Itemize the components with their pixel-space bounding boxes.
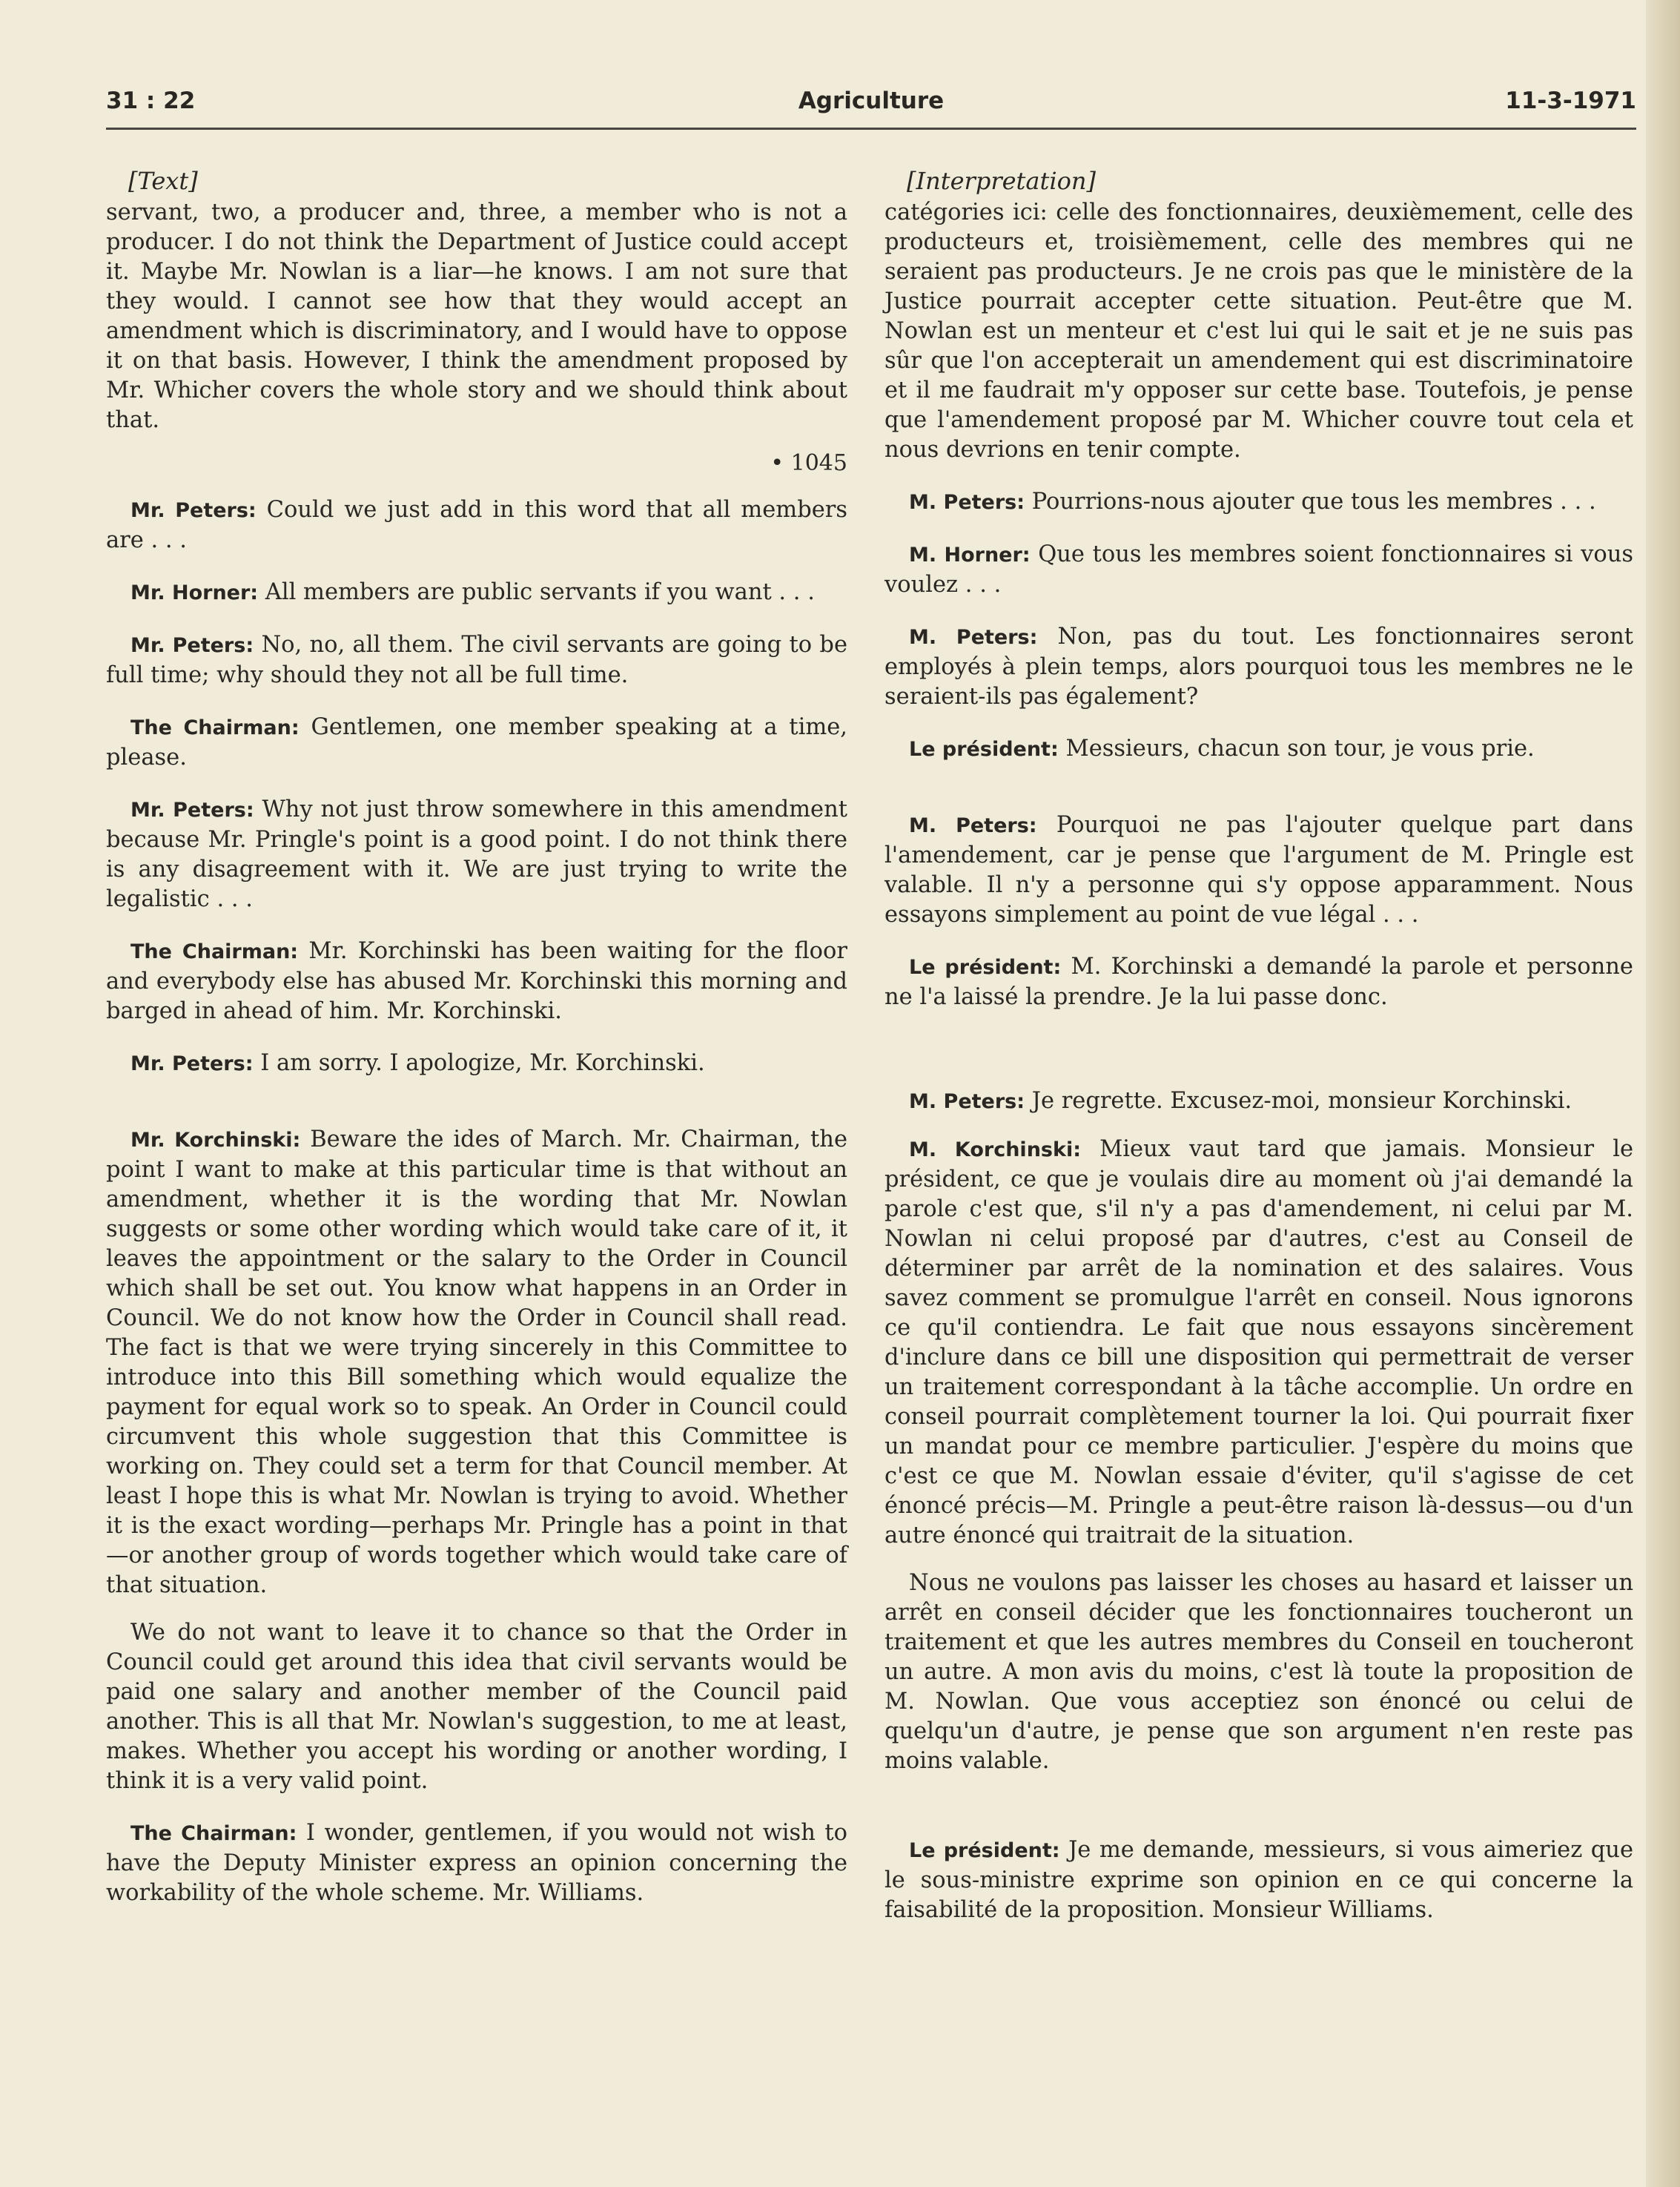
speech <box>106 937 847 1026</box>
speaker-name: M. Peters: <box>909 814 1037 837</box>
speech <box>884 1086 1633 1117</box>
time-marker: • 1045 <box>770 450 847 476</box>
speech-text: Messieurs, chacun son tour, je vous prie. <box>1058 736 1535 762</box>
speaker-name: Le président: <box>909 1839 1060 1862</box>
speech-text: Pourquoi ne pas l'ajouter quelque part dans l'amendement, car je pense que l'argument de M. Pringle est valable. Il n'y a personne qui s'y oppose apparamment. Nous essayons simplement au point de vue légal . . . <box>884 812 1634 928</box>
speaker-name: Mr. Peters: <box>130 499 257 522</box>
speaker-name: Mr. Horner: <box>130 581 259 604</box>
speech-text: Je regrette. Excusez-moi, monsieur Korchinski. <box>1025 1088 1572 1114</box>
speech <box>106 713 847 773</box>
publication-title: Agriculture <box>798 88 945 114</box>
speech <box>884 811 1633 930</box>
speaker-name: The Chairman: <box>130 1822 297 1845</box>
speech-text: Non, pas du tout. Les fonctionnaires seront employés à plein temps, alors pourquoi tous les membres ne le seraient-ils pas également? <box>884 624 1633 710</box>
speech <box>106 1818 847 1908</box>
speech <box>884 487 1633 518</box>
speaker-name: M. Korchinski: <box>909 1138 1081 1161</box>
paragraph: servant, two, a producer and, three, a member who is not a producer. I do not think the Department of Justice could accept it. Maybe Mr. Nowlan is a liar—he knows. I am not sure that they would. I cannot see how that they would accept an amendment which is discriminatory, and I would have to oppose it on that basis. However, I think the amendment proposed by Mr. Whicher covers the whole story and we should think about that. <box>106 199 847 433</box>
speech <box>884 1135 1633 1551</box>
column-tag: [Interpretation] <box>907 167 1096 195</box>
speech-text: I wonder, gentlemen, if you would not wish to have the Deputy Minister express an opinion concerning the workability of the whole scheme. Mr. Williams. <box>106 1820 847 1906</box>
speaker-name: Le président: <box>909 738 1059 761</box>
speech <box>106 1049 847 1079</box>
speech-text: Que tous les membres soient fonctionnaires si vous voulez . . . <box>884 541 1633 598</box>
speech <box>106 495 847 555</box>
french-column <box>884 167 1633 1925</box>
paragraph: Nous ne voulons pas laisser les choses au hasard et laisser un arrêt en conseil décider que les fonctionnaires toucheront un traitement et que les autres membres du Conseil en toucheront un autre. A mon avis du moins, c'est là toute la proposition de M. Nowlan. Que vous acceptiez son énoncé ou celui de quelqu'un d'autre, je pense que son argument n'en reste pas moins valable. <box>884 1570 1633 1774</box>
speech-text: I am sorry. I apologize, Mr. Korchinski. <box>253 1050 705 1076</box>
speech-text: Gentlemen, one member speaking at a time, please. <box>106 714 847 771</box>
speech-text: All members are public servants if you want . . . <box>258 579 815 605</box>
speaker-name: Mr. Peters: <box>130 634 254 657</box>
speech-text: No, no, all them. The civil servants are going to be full time; why should they not all be full time. <box>106 632 847 688</box>
speech-text: Beware the ides of March. Mr. Chairman, the point I want to make at this particular time is that without an amendment, whether it is the wording that Mr. Nowlan suggests or some other wording which would take care of it, it leaves the appointment or the salary to the Order in Council which shall be set out. You know what happens in an Order in Council. We do not know how the Order in Council shall read. The fact is that we were trying sincerely in this Committee to introduce into this Bill something which would equalize the payment for equal work so to speak. An Order in Council could circumvent this whole suggestion that this Committee is working on. They could set a term for that Council member. At least I hope this is what Mr. Nowlan is trying to avoid. Whether it is the exact wording—perhaps Mr. Pringle has a point in that—or another group of words together which would take care of that situation. <box>106 1127 848 1598</box>
speaker-name: M. Peters: <box>909 626 1038 649</box>
header-rule <box>106 128 1636 130</box>
speech-text: Why not just throw somewhere in this amendment because Mr. Pringle's point is a good point. I do not think there is any disagreement with it. We are just trying to write the legalistic . . . <box>106 796 847 912</box>
speaker-name: Le président: <box>909 956 1062 979</box>
column-tag: [Text] <box>128 167 198 195</box>
speaker-name: M. Peters: <box>909 491 1025 514</box>
page-number: 31 : 22 <box>106 88 196 114</box>
speaker-name: The Chairman: <box>130 940 299 963</box>
paragraph: We do not want to leave it to chance so that the Order in Council could get around this idea that civil servants would be paid one salary and another member of the Council paid another. This is all that Mr. Nowlan's suggestion, to me at least, makes. Whether you accept his wording or another wording, I think it is a very valid point. <box>106 1620 847 1794</box>
speaker-name: The Chairman: <box>130 716 300 739</box>
speech-text: Mr. Korchinski has been waiting for the floor and everybody else has abused Mr. Korchinski this morning and barged in ahead of him. Mr. Korchinski. <box>106 938 847 1024</box>
speech <box>106 795 847 914</box>
speech <box>884 1835 1633 1925</box>
page-edge <box>1646 0 1680 2187</box>
speaker-name: Mr. Peters: <box>130 799 254 822</box>
running-header <box>106 88 1636 132</box>
speech-text: Mieux vaut tard que jamais. Monsieur le président, ce que je voulais dire au moment où j'ai demandé la parole c'est que, s'il n'y a pas d'amendement, ni celui par M. Nowlan ni celui proposé par d'autres, c'est au Conseil de déterminer par arrêt de la nomination et des salaires. Vous savez comment se promulgue l'arrêt en conseil. Nous ignorons ce qu'il contiendra. Le fait que nous essayons sincèrement d'inclure dans ce bill une disposition qui permettrait de verser un traitement correspondant à la tâche accomplie. Un ordre en conseil pourrait complètement tourner la loi. Qui pourrait fixer un mandat pour ce membre particulier. J'espère du moins que c'est ce que M. Nowlan essaie d'éviter, qu'il s'agisse de cet énoncé précis—M. Pringle a peut-être raison là-dessus—ou d'un autre énoncé qui traitrait de la situation. <box>884 1136 1633 1548</box>
speech <box>106 578 847 608</box>
speaker-name: Mr. Korchinski: <box>130 1129 301 1152</box>
speech-text: Could we just add in this word that all members are . . . <box>106 497 848 553</box>
speaker-name: M. Horner: <box>909 544 1031 567</box>
sitting-date: 11-3-1971 <box>1505 88 1636 114</box>
speech-text: Je me demande, messieurs, si vous aimeriez que le sous-ministre exprime son opinion en ce qui concerne la faisabilité de la proposition. Monsieur Williams. <box>884 1837 1633 1923</box>
speaker-name: M. Peters: <box>909 1090 1025 1113</box>
speech <box>106 630 847 690</box>
speaker-name: Mr. Peters: <box>130 1052 254 1075</box>
speech <box>884 622 1633 712</box>
speech-text: Pourrions-nous ajouter que tous les membres . . . <box>1025 489 1596 515</box>
speech <box>884 540 1633 600</box>
speech <box>106 1125 847 1600</box>
paragraph: catégories ici: celle des fonctionnaires, deuxièmement, celle des producteurs et, troisièmement, celle des membres qui ne seraient pas producteurs. Je ne crois pas que le ministère de la Justice pourrait accepter cette situation. Peut-être que M. Nowlan est un menteur et c'est lui qui le sait et je ne suis pas sûr que l'on accepterait un amendement qui est discriminatoire et il me faudrait m'y opposer sur cette base. Toutefois, je pense que l'amendement proposé par M. Whicher couvre tout cela et nous devrions en tenir compte. <box>884 199 1633 463</box>
english-column <box>106 167 847 1908</box>
speech <box>884 952 1633 1012</box>
speech-text: M. Korchinski a demandé la parole et personne ne l'a laissé la prendre. Je la lui passe donc. <box>884 954 1633 1010</box>
speech <box>884 734 1633 765</box>
